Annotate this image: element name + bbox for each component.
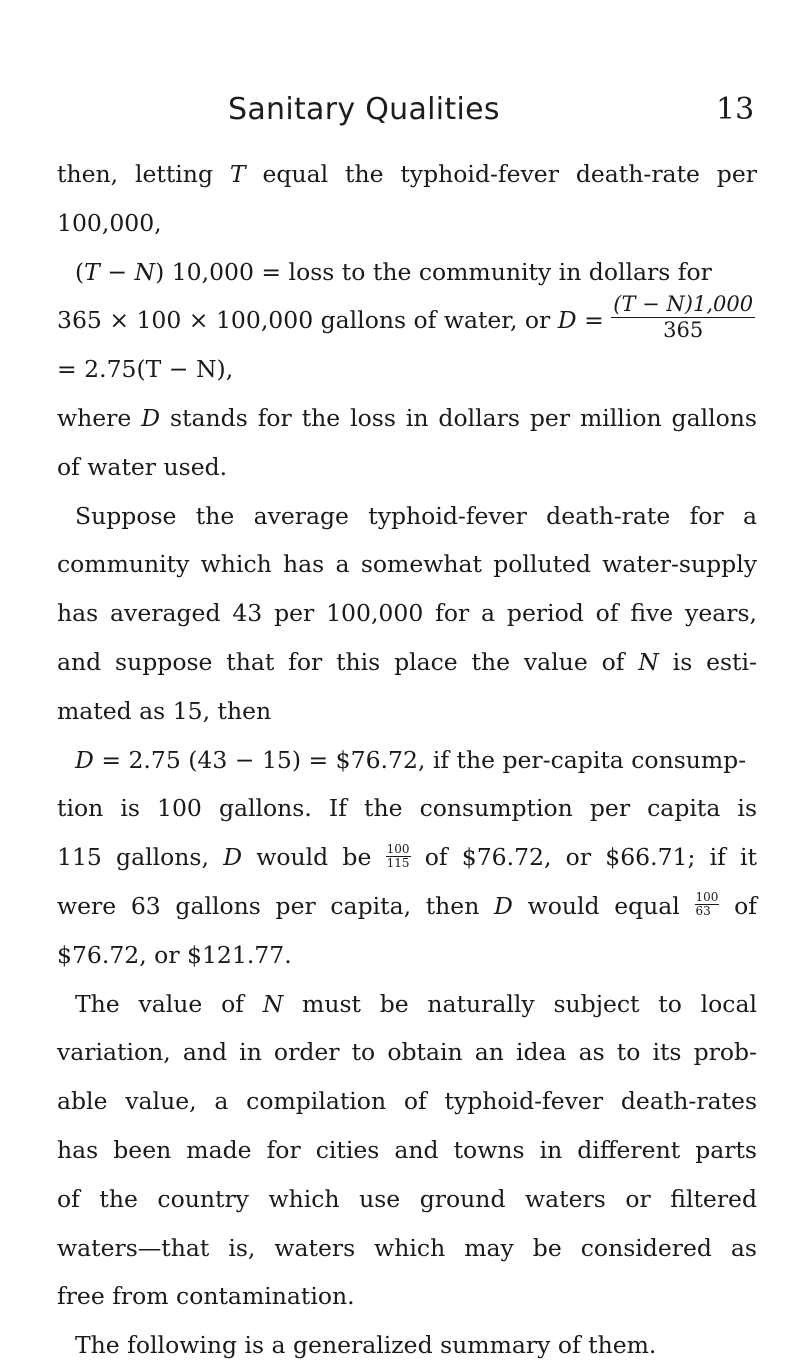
text-line: community which has a somewhat polluted water-supply (57, 550, 757, 579)
text-line: Suppose the average typhoid-fever death-rate for a (75, 501, 757, 530)
text-line: free from contamination. (57, 1282, 355, 1311)
text-line: able value, a compilation of typhoid-fever death-rates (57, 1087, 757, 1116)
text-line: has averaged 43 per 100,000 for a period of five years, (57, 599, 757, 628)
page-header (0, 92, 800, 132)
formula-line: 365 × 100 × 100,000 gallons of water, or D = $\frac{(T - N)1,000}{365}$ (57, 292, 754, 343)
text-line: where D stands for the loss in dollars per million gallons (57, 403, 757, 432)
text-line: variation, and in order to obtain an idea as to its prob- (57, 1038, 757, 1067)
text-line: The following is a generalized summary of them. (75, 1331, 657, 1360)
text-line: D = 2.75 (43 − 15) = $76.72, if the per-capita consump- (75, 745, 747, 774)
text-line: waters—that is, waters which may be considered as (57, 1233, 757, 1262)
text-line: and suppose that for this place the value of N is esti- (57, 647, 757, 676)
running-head: Sanitary Qualities (228, 92, 500, 127)
text-line: of water used. (57, 452, 228, 481)
text-line: has been made for cities and towns in different parts (57, 1135, 757, 1164)
fraction: $\frac{100}{63}$ (695, 890, 719, 919)
text-line: tion is 100 gallons. If the consumption per capita is (57, 794, 757, 823)
fraction: $\frac{(T - N)1,000}{365}$ (613, 292, 754, 343)
text-line: (T − N) 10,000 = loss to the community in dollars for (75, 257, 712, 286)
text-line: $76.72, or $121.77. (57, 940, 292, 969)
text-line: The value of N must be naturally subject to local (75, 989, 757, 1018)
text-line: were 63 gallons per capita, then D would equal $\frac{100}{63}$ of (57, 890, 757, 920)
body-text (57, 150, 757, 1370)
text-line: = 2.75(T − N), (57, 355, 234, 384)
page-number: 13 (716, 92, 755, 127)
text-line: then, letting T equal the typhoid-fever death-rate per (57, 160, 757, 188)
text-line: 115 gallons, D would be $\frac{100}{115}$ of $76.72, or $66.71; if it (57, 841, 757, 872)
text-line: mated as 15, then (57, 696, 272, 725)
text-line: of the country which use ground waters or filtered (57, 1184, 757, 1213)
fraction: $\frac{100}{115}$ (386, 841, 410, 870)
text-line: 100,000, (57, 208, 162, 237)
